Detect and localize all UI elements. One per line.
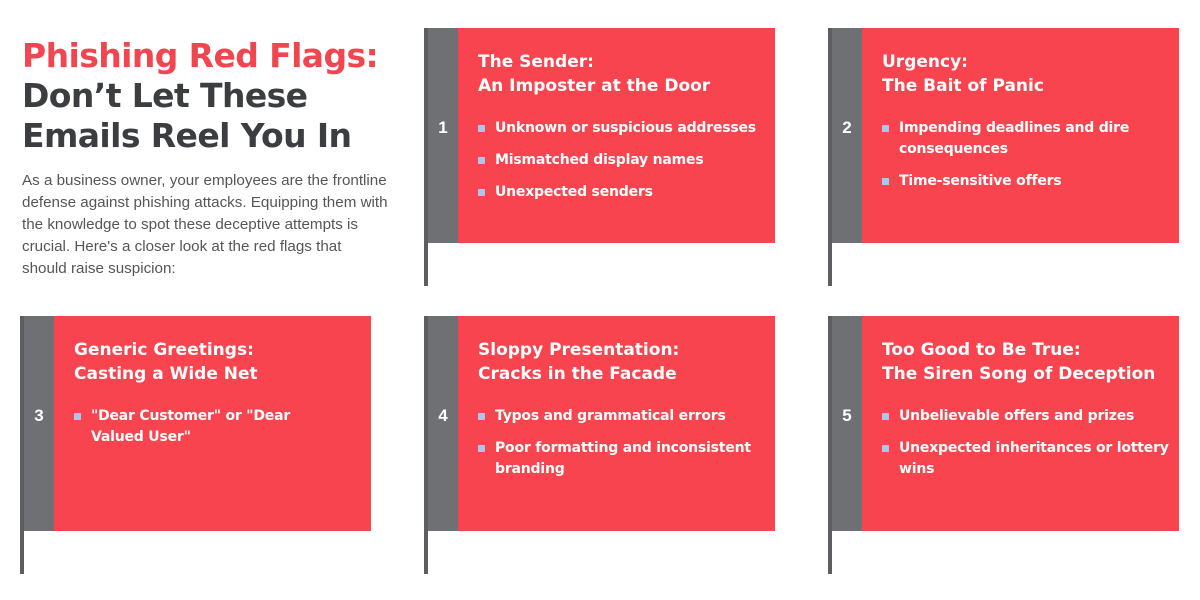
list-item	[882, 406, 1172, 427]
bullet-text: Unknown or suspicious addresses	[495, 120, 756, 136]
flag-panel	[458, 28, 775, 243]
flag-card-2	[828, 28, 1183, 286]
bullet-text: Typos and grammatical errors	[495, 408, 726, 424]
bullet-square-icon	[882, 445, 889, 452]
bullet-list	[882, 406, 1172, 491]
list-item	[478, 406, 768, 427]
bullet-text: Impending deadlines and dire consequences	[899, 120, 1130, 157]
intro-paragraph: As a business owner, your employees are the frontline defense against phishing attacks. Equipping them with the knowledge to spot these deceptive attempts is crucial. Here's a closer look at the red flags that should raise suspicion:	[22, 172, 388, 277]
flag-heading-line2: Cracks in the Facade	[478, 364, 677, 384]
bullet-text: Unbelievable offers and prizes	[899, 408, 1135, 424]
bullet-square-icon	[478, 157, 485, 164]
flag-heading-line1: Generic Greetings:	[74, 340, 254, 360]
bullet-list	[74, 406, 304, 459]
bullet-list	[478, 406, 768, 491]
flag-panel	[458, 316, 775, 531]
list-item	[882, 171, 1172, 192]
flag-panel	[54, 316, 371, 531]
flag-card-5	[828, 316, 1183, 574]
bullet-text: Mismatched display names	[495, 152, 704, 168]
flag-heading-line2: Casting a Wide Net	[74, 364, 258, 384]
bullet-square-icon	[74, 413, 81, 420]
flag-heading	[478, 338, 768, 386]
flag-heading-line1: The Sender:	[478, 52, 594, 72]
flag-heading-line2: The Siren Song of Deception	[882, 364, 1156, 384]
flag-heading-line2: An Imposter at the Door	[478, 76, 711, 96]
flag-panel	[862, 28, 1179, 243]
flag-card-3	[20, 316, 375, 574]
list-item	[478, 118, 768, 139]
bullet-square-icon	[478, 413, 485, 420]
list-item	[478, 438, 768, 480]
flag-heading	[882, 50, 1172, 98]
bullet-square-icon	[478, 125, 485, 132]
bullet-text: "Dear Customer" or "Dear Valued User"	[91, 408, 291, 445]
bullet-text: Time-sensitive offers	[899, 173, 1062, 189]
flag-number: 3	[34, 406, 44, 425]
flag-card-1	[424, 28, 779, 286]
bullet-square-icon	[478, 445, 485, 452]
list-item	[74, 406, 304, 448]
flag-number: 4	[438, 406, 448, 425]
intro-section	[22, 36, 392, 280]
flag-heading	[478, 50, 768, 98]
flag-heading-line2: The Bait of Panic	[882, 76, 1044, 96]
bullet-text: Unexpected inheritances or lottery wins	[899, 440, 1169, 477]
flag-panel	[862, 316, 1179, 531]
list-item	[882, 118, 1172, 160]
bullet-list	[478, 118, 768, 214]
list-item	[478, 182, 768, 203]
flag-number: 1	[438, 118, 448, 137]
list-item	[882, 438, 1172, 480]
bullet-list	[882, 118, 1172, 203]
page-title: Phishing Red Flags:	[22, 36, 379, 75]
bullet-square-icon	[882, 413, 889, 420]
bullet-square-icon	[478, 189, 485, 196]
flag-heading	[74, 338, 364, 386]
flag-heading	[882, 338, 1172, 386]
flag-number: 5	[842, 406, 852, 425]
bullet-text: Unexpected senders	[495, 184, 653, 200]
bullet-text: Poor formatting and inconsistent branding	[495, 440, 751, 477]
list-item	[478, 150, 768, 171]
bullet-square-icon	[882, 125, 889, 132]
flag-heading-line1: Too Good to Be True:	[882, 340, 1081, 360]
flag-card-4	[424, 316, 779, 574]
flag-number: 2	[842, 118, 852, 137]
flag-heading-line1: Sloppy Presentation:	[478, 340, 680, 360]
bullet-square-icon	[882, 178, 889, 185]
page-subtitle: Don’t Let These Emails Reel You In	[22, 76, 352, 155]
flag-heading-line1: Urgency:	[882, 52, 968, 72]
